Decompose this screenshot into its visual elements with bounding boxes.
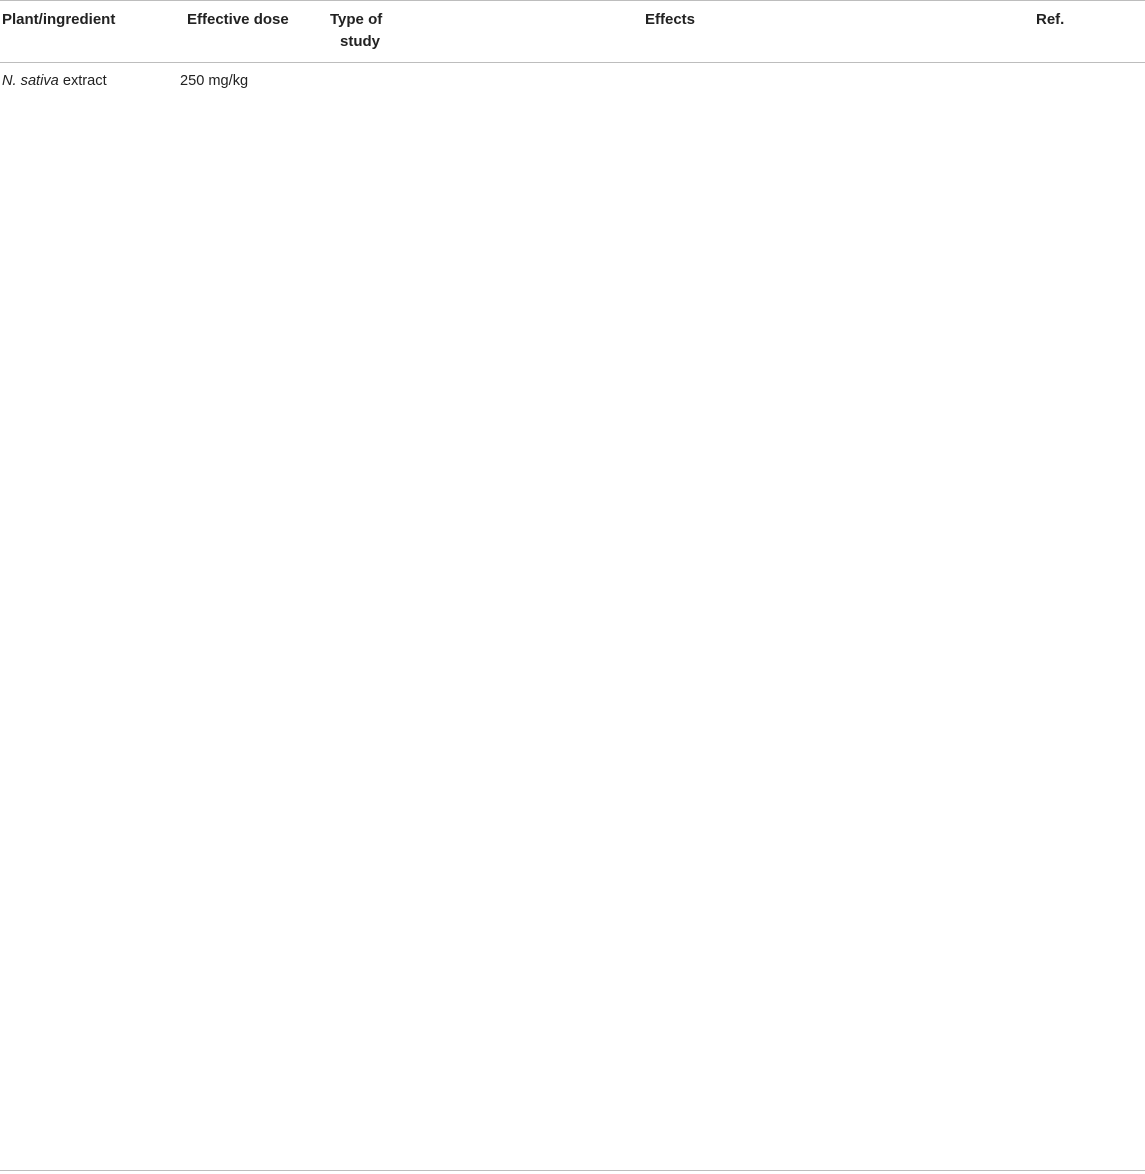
header-ref: Ref.: [1036, 11, 1065, 28]
top-rule: [0, 0, 1145, 1]
cell-plant: [2, 71, 107, 92]
cell-dose: [180, 71, 248, 92]
header-study-line2: study: [340, 33, 381, 50]
bottom-rule: [0, 1170, 1145, 1171]
header-effects: Effects: [645, 11, 696, 28]
cell-dose-seg: 250 mg/kg: [180, 73, 249, 89]
header-dose: Effective dose: [187, 11, 289, 28]
header-rule: [0, 62, 1145, 63]
cell-plant-seg: N. sativa: [2, 73, 59, 89]
header-study-line1: Type of: [330, 11, 383, 28]
cell-plant-seg: extract: [58, 73, 107, 89]
header-plant: Plant/ingredient: [2, 11, 116, 28]
